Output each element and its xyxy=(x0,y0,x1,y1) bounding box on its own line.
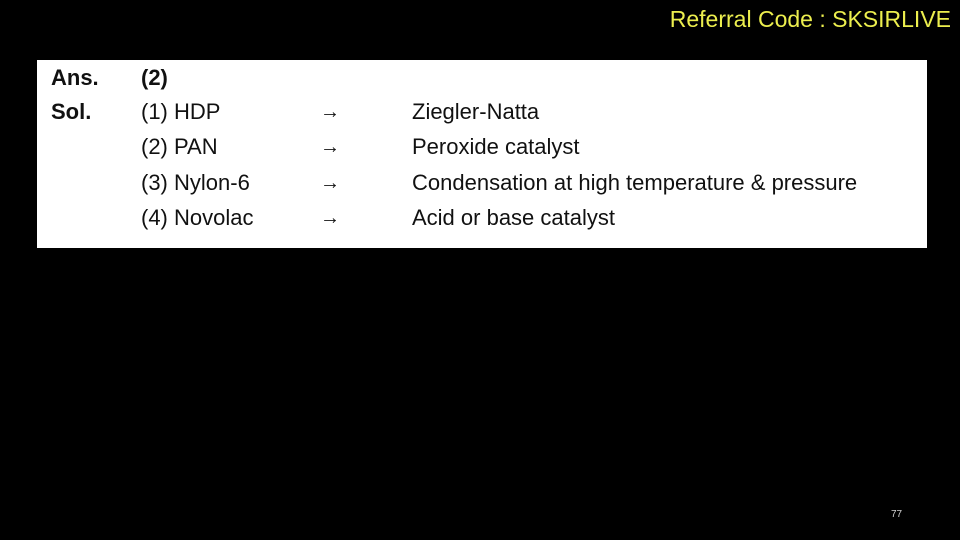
page-number: 77 xyxy=(891,509,903,520)
solution-description: Ziegler-Natta xyxy=(412,99,540,124)
solution-item: (4) Novolac xyxy=(141,205,254,230)
answer-label: Ans. xyxy=(51,65,99,90)
solution-label: Sol. xyxy=(51,99,92,124)
arrow-icon: → xyxy=(320,136,340,158)
solution-row xyxy=(37,96,927,128)
arrow-icon: → xyxy=(320,172,340,194)
solution-row xyxy=(37,131,927,163)
arrow-icon: → xyxy=(320,207,340,229)
solution-description: Condensation at high temperature & pressure xyxy=(412,170,858,195)
solution-item: (1) HDP xyxy=(141,99,221,124)
arrow-icon: → xyxy=(320,101,340,123)
answer-value: (2) xyxy=(141,65,168,90)
solution-item: (2) PAN xyxy=(141,134,218,159)
referral-code: Referral Code : SKSIRLIVE xyxy=(669,6,951,32)
solution-row xyxy=(37,202,927,234)
solution-description: Acid or base catalyst xyxy=(412,205,615,230)
solution-row xyxy=(37,167,927,199)
answer-panel xyxy=(37,60,927,248)
solution-item: (3) Nylon-6 xyxy=(141,170,250,195)
solution-description: Peroxide catalyst xyxy=(412,134,580,159)
answer-row xyxy=(37,62,927,94)
